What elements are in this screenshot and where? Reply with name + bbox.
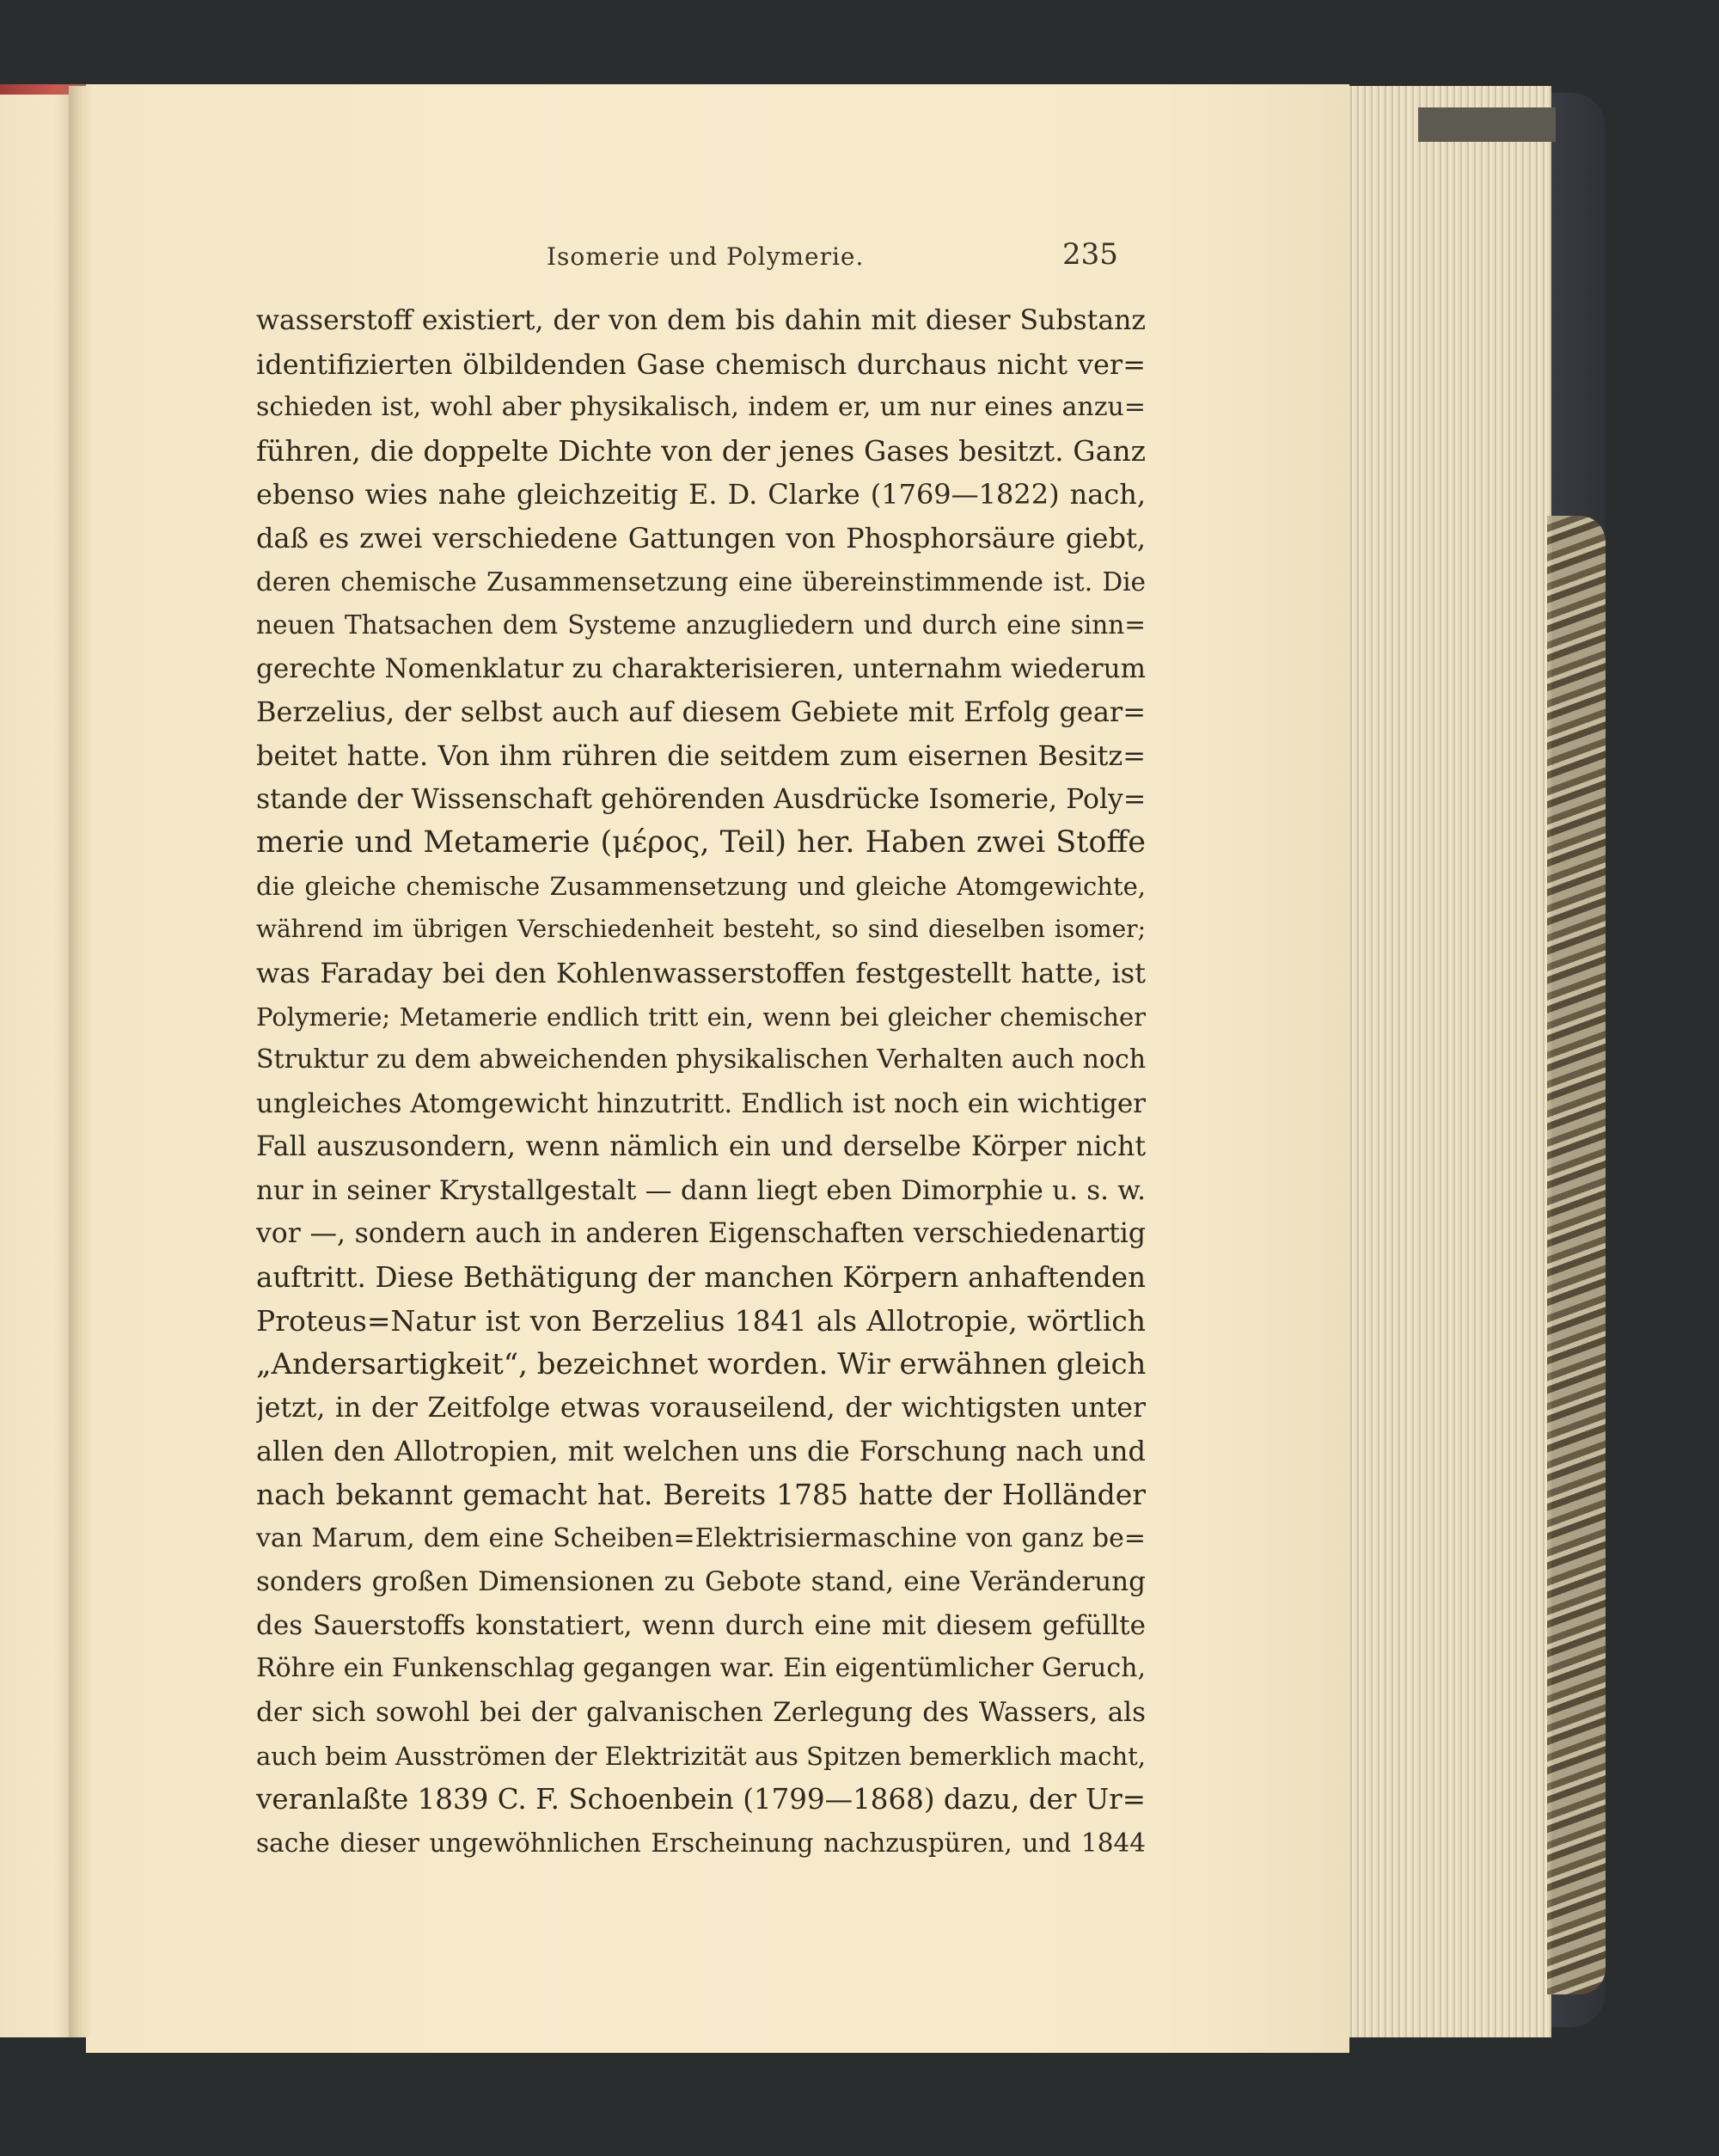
text-line: während im übrigen Verschiedenheit besteht, so sind dieselben isomer; bbox=[256, 915, 1146, 944]
text-line: van Marum, dem eine Scheiben=Elektrisiermaschine von ganz be= bbox=[256, 1522, 1146, 1553]
text-line: der sich sowohl bei der galvanischen Zerlegung des Wassers, als bbox=[256, 1697, 1146, 1728]
text-line: auch beim Ausströmen der Elektrizität aus Spitzen bemerklich macht, bbox=[256, 1741, 1146, 1771]
text-line: nach bekannt gemacht hat. Bereits 1785 hatte der Holländer bbox=[256, 1478, 1146, 1512]
text-line: ungleiches Atomgewicht hinzutritt. Endlich ist noch ein wichtiger bbox=[256, 1087, 1146, 1119]
text-line: Berzelius, der selbst auch auf diesem Gebiete mit Erfolg gear= bbox=[256, 695, 1146, 729]
text-line: stande der Wissenschaft gehörenden Ausdrücke Isomerie, Poly= bbox=[256, 783, 1146, 815]
text-line: ebenso wies nahe gleichzeitig E. D. Clarke (1769—1822) nach, bbox=[256, 478, 1146, 511]
text-line: sache dieser ungewöhnlichen Erscheinung nachzuspüren, und 1844 bbox=[256, 1828, 1146, 1858]
text-line: Fall auszusondern, wenn nämlich ein und derselbe Körper nicht bbox=[256, 1131, 1146, 1163]
text-line: deren chemische Zusammensetzung eine übereinstimmende ist. Die bbox=[256, 567, 1146, 597]
page-edges bbox=[1341, 86, 1551, 2037]
text-line: die gleiche chemische Zusammensetzung und gleiche Atomgewichte, bbox=[256, 871, 1146, 901]
text-line: was Faraday bei den Kohlenwasserstoffen festgestellt hatte, ist bbox=[256, 956, 1146, 989]
text-line: identifizierten ölbildenden Gase chemisch durchaus nicht ver= bbox=[256, 347, 1146, 381]
text-line: Struktur zu dem abweichenden physikalischen Verhalten auch noch bbox=[256, 1044, 1146, 1075]
book-gutter bbox=[69, 86, 95, 2037]
text-line: gerechte Nomenklatur zu charakterisieren, unternahm wiederum bbox=[256, 652, 1146, 684]
text-line: schieden ist, wohl aber physikalisch, indem er, um nur eines anzu= bbox=[256, 392, 1146, 423]
text-line: vor —, sondern auch in anderen Eigenschaften verschiedenartig bbox=[256, 1218, 1146, 1250]
body-text bbox=[256, 299, 1146, 1865]
text-line: führen, die doppelte Dichte von der jenes Gases besitzt. Ganz bbox=[256, 433, 1146, 468]
text-line: beitet hatte. Von ihm rühren die seitdem zum eisernen Besitz= bbox=[256, 738, 1146, 772]
marbled-cover-edge bbox=[1547, 516, 1606, 1994]
text-line: des Sauerstoffs konstatiert, wenn durch eine mit diesem gefüllte bbox=[256, 1609, 1146, 1641]
text-line: jetzt, in der Zeitfolge etwas vorauseilend, der wichtigsten unter bbox=[256, 1392, 1146, 1424]
text-line: nur in seiner Krystallgestalt — dann liegt eben Dimorphie u. s. w. bbox=[256, 1174, 1146, 1206]
text-line: sonders großen Dimensionen zu Gebote stand, eine Veränderung bbox=[256, 1566, 1146, 1598]
left-page bbox=[0, 86, 77, 2037]
text-line: Röhre ein Funkenschlag gegangen war. Ein eigentümlicher Geruch, bbox=[256, 1653, 1146, 1684]
text-line: auftritt. Diese Bethätigung der manchen Körpern anhaftenden bbox=[256, 1261, 1146, 1295]
text-line: neuen Thatsachen dem Systeme anzugliedern und durch eine sinn= bbox=[256, 610, 1146, 640]
text-line: merie und Metamerie (μέρος, Teil) her. Haben zwei Stoffe bbox=[256, 825, 1146, 861]
text-line: daß es zwei verschiedene Gattungen von Phosphorsäure giebt, bbox=[256, 521, 1146, 554]
page-number: 235 bbox=[1062, 237, 1118, 272]
text-line: Proteus=Natur ist von Berzelius 1841 als Allotropie, wörtlich bbox=[256, 1303, 1146, 1338]
text-line: „Andersartigkeit“, bezeichnet worden. Wir erwähnen gleich bbox=[256, 1347, 1146, 1382]
text-line: Polymerie; Metamerie endlich tritt ein, wenn bei gleicher chemischer bbox=[256, 1001, 1146, 1032]
text-line: allen den Allotropien, mit welchen uns die Forschung nach und bbox=[256, 1435, 1146, 1468]
text-line: veranlaßte 1839 C. F. Schoenbein (1799—1868) dazu, der Ur= bbox=[256, 1783, 1146, 1816]
running-title: Isomerie und Polymerie. bbox=[547, 242, 865, 271]
running-header bbox=[254, 230, 1118, 273]
page-edges-top bbox=[1418, 107, 1556, 142]
text-line: wasserstoff existiert, der von dem bis dahin mit dieser Substanz bbox=[256, 305, 1146, 336]
